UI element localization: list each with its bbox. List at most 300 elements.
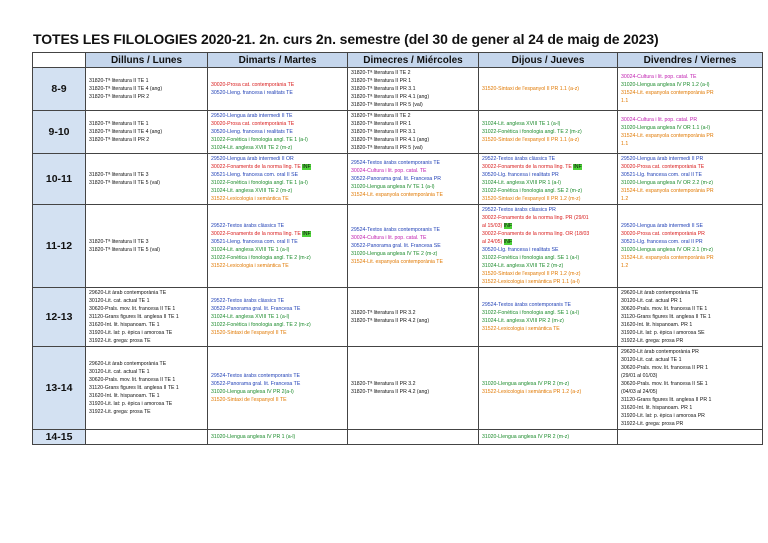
course-text: 31022-Fonètica i fonologia angl. TE 2 (m-z) xyxy=(211,255,311,261)
course-entry xyxy=(621,140,759,148)
course-text: 30520-Llg. francesa i realitats PR xyxy=(482,172,559,178)
table-row xyxy=(33,205,763,288)
course-entry xyxy=(621,289,759,297)
course-entry xyxy=(211,388,344,396)
highlight-badge: INF xyxy=(503,239,513,245)
course-entry xyxy=(482,230,614,238)
course-entry xyxy=(351,77,475,85)
schedule-cell-monday xyxy=(86,68,208,111)
course-text: 31922-Lit. grega: prosa PR xyxy=(621,338,684,344)
day-header-tuesday: Dimarts / Martes xyxy=(208,53,348,68)
course-entry xyxy=(351,136,475,144)
course-text: 31922-Lit. grega: prosa PR xyxy=(621,421,684,427)
schedule-cell-tuesday xyxy=(208,205,348,288)
course-entry xyxy=(351,380,475,388)
course-entry xyxy=(89,179,204,187)
hour-label: 12-13 xyxy=(33,288,86,347)
schedule-cell-wednesday xyxy=(348,288,479,347)
course-entry xyxy=(89,408,204,416)
course-entry xyxy=(621,356,759,364)
course-text: 31820-Tª literatura II TE 2 xyxy=(351,113,411,119)
course-entry xyxy=(351,226,475,234)
course-text: 31820-Tª literatura II TE 5 (val) xyxy=(89,180,161,186)
course-text: 29620-Lit àrab contemporània TE xyxy=(621,290,699,296)
course-text: 31820-Tª literatura II TE 2 xyxy=(351,70,411,76)
course-entry xyxy=(482,155,614,163)
course-entry xyxy=(621,380,759,388)
course-text: 31020-Llengua anglesa IV OR 2.2 (m-z) xyxy=(621,180,713,186)
schedule-cell-monday xyxy=(86,288,208,347)
course-text: 31524-Lit. espanyola contemporània PR xyxy=(621,255,714,261)
course-entry xyxy=(211,230,344,238)
course-entry xyxy=(351,85,475,93)
course-text: 31524-Lit. espanyola contemporània TE xyxy=(351,259,443,265)
schedule-cell-monday xyxy=(86,111,208,154)
course-entry xyxy=(89,136,204,144)
course-entry xyxy=(89,392,204,400)
course-entry xyxy=(621,124,759,132)
course-text: 31922-Lit. grega: prosa TE xyxy=(89,409,151,415)
course-text: 31520-Sintaxi de l'espanyol II PR 1.2 (m-z) xyxy=(482,271,581,277)
course-entry xyxy=(211,305,344,313)
course-text: 29522-Textos àrabs clàssics TE xyxy=(211,298,285,304)
course-text: 31820-Tª literatura II PR 5 (val) xyxy=(351,102,423,108)
table-row xyxy=(33,154,763,205)
schedule-cell-thursday xyxy=(479,154,618,205)
day-header-friday: Divendres / Viernes xyxy=(618,53,763,68)
course-text: 31020-Llengua anglesa IV PR 2 (m-z) xyxy=(482,434,570,440)
course-text: 30522-Panorama gral. lit. Francesa TE xyxy=(211,381,301,387)
course-entry xyxy=(482,309,614,317)
course-entry xyxy=(621,329,759,337)
schedule-cell-tuesday xyxy=(208,288,348,347)
schedule-cell-tuesday xyxy=(208,347,348,430)
course-text: 1.2 xyxy=(621,263,629,269)
course-entry xyxy=(351,183,475,191)
course-entry xyxy=(482,380,614,388)
course-text: 29522-Textos àrabs clàssics PR xyxy=(482,207,556,213)
hour-label: 9-10 xyxy=(33,111,86,154)
course-text: 31820-Tª literatura II TE 1 xyxy=(89,121,149,127)
course-text: 31520-Sintaxi de l'espanyol II TE xyxy=(211,397,287,403)
day-header-thursday: Dijous / Jueves xyxy=(479,53,618,68)
course-entry xyxy=(211,321,344,329)
course-text: 1.1 xyxy=(621,98,629,104)
course-entry xyxy=(482,179,614,187)
course-text: 31024-Lit. anglesa XVIII TE 1 (a-l) xyxy=(482,121,561,127)
course-text: 1.1 xyxy=(621,141,629,147)
course-entry xyxy=(621,364,759,372)
course-entry xyxy=(351,112,475,120)
course-text: 30620-Prals. mov. lit. francesa II TE 1 xyxy=(89,306,176,312)
course-text: 30521-Lleng. francesa com. oral II SE xyxy=(211,172,299,178)
course-entry xyxy=(482,270,614,278)
course-text: 31522-Lexicologia i semàntica TE xyxy=(211,263,289,269)
highlight-badge: INF xyxy=(302,164,311,170)
course-entry xyxy=(89,85,204,93)
highlight-badge: INF xyxy=(503,223,513,229)
course-text: (04/03 al 24/05) xyxy=(621,389,658,395)
day-header-monday: Dilluns / Lunes xyxy=(86,53,208,68)
course-text: 29520-Llengua àrab intermedi II PR xyxy=(621,156,704,162)
schedule-cell-wednesday xyxy=(348,347,479,430)
course-entry xyxy=(621,348,759,356)
course-text: 31522-Lexicologia i semàntica PR 1.1 (a-l) xyxy=(482,279,580,285)
course-entry xyxy=(351,242,475,250)
course-text: 30020-Prosa cat. contemporània TE xyxy=(211,121,295,127)
course-entry xyxy=(89,329,204,337)
course-entry xyxy=(621,305,759,313)
course-text: 30521-Lleng. francesa com. oral II TE xyxy=(211,239,298,245)
course-entry xyxy=(211,155,344,163)
course-text: 31020-Llengua anglesa IV TE 2 (m-z) xyxy=(351,251,438,257)
course-text: 31820-Tª literatura II PR 1 xyxy=(351,78,412,84)
schedule-cell-thursday xyxy=(479,205,618,288)
schedule-cell-friday xyxy=(618,111,763,154)
course-text: 1.2 xyxy=(621,196,629,202)
course-text: 31020-Llengua anglesa IV TE 1 (a-l) xyxy=(351,184,435,190)
course-entry xyxy=(211,238,344,246)
course-entry xyxy=(351,69,475,77)
course-text: 30020-Prosa cat. contemporània TE xyxy=(211,82,295,88)
course-entry xyxy=(621,388,759,396)
course-text: 31520-Sintaxi de l'espanyol II PR 1.2 (m-z) xyxy=(482,196,581,202)
course-entry xyxy=(211,254,344,262)
schedule-cell-wednesday xyxy=(348,68,479,111)
schedule-cell-thursday xyxy=(479,111,618,154)
schedule-cell-thursday xyxy=(479,288,618,347)
course-text: 30022-Fonaments de la norma ling. TE xyxy=(482,164,572,170)
course-text: 31022-Fonètica i fonologia angl. TE 1 (a-l) xyxy=(211,137,308,143)
course-text: 31120-Grans figures lit. anglesa II TE 1 xyxy=(89,314,179,320)
course-text: 30620-Prals. mov. lit. francesa II PR 1 xyxy=(621,365,708,371)
course-text: 31820-Tª literatura II PR 4.1 (ang) xyxy=(351,137,430,143)
course-text: 31520-Sintaxi de l'espanyol II PR 1.1 (a-z) xyxy=(482,137,580,143)
course-entry xyxy=(89,77,204,85)
course-entry xyxy=(211,372,344,380)
schedule-cell-monday xyxy=(86,347,208,430)
course-text: 30120-Lit. cat. actual PR 1 xyxy=(621,298,683,304)
course-entry xyxy=(211,396,344,404)
course-entry xyxy=(351,191,475,199)
course-text: 31922-Lit. grega: prosa TE xyxy=(89,338,151,344)
course-text: 30022-Fonaments de la norma ling. TE xyxy=(211,164,301,170)
highlight-badge: INF xyxy=(573,164,582,170)
course-entry xyxy=(621,155,759,163)
course-entry xyxy=(89,93,204,101)
course-entry xyxy=(482,301,614,309)
course-entry xyxy=(621,89,759,97)
course-text: 30024-Cultura i lit. pop. catal. TE xyxy=(351,235,427,241)
course-entry xyxy=(89,400,204,408)
course-entry xyxy=(621,179,759,187)
course-text: 31024-Lit. anglesa XVIII TE 2 (m-z) xyxy=(211,145,293,151)
course-entry xyxy=(351,159,475,167)
course-text: 31820-Tª literatura II PR 3.1 xyxy=(351,86,416,92)
course-text: 29524-Textos àrabs contemporanis TE xyxy=(211,373,301,379)
course-entry xyxy=(211,187,344,195)
schedule-cell-friday xyxy=(618,347,763,430)
schedule-cell-friday xyxy=(618,154,763,205)
schedule-table xyxy=(32,52,763,445)
course-entry xyxy=(211,112,344,120)
course-text: 31820-Tª literatura II PR 2 xyxy=(89,94,150,100)
course-text: 31022-Fonètica i fonologia angl. SE 2 (m-z) xyxy=(482,188,583,194)
course-entry xyxy=(482,254,614,262)
course-text: 30120-Lit. cat. actual TE 1 xyxy=(89,369,150,375)
course-entry xyxy=(351,388,475,396)
course-text: 31024-Lit. anglesa XVIII TE 1 (a-l) xyxy=(211,247,290,253)
course-entry xyxy=(351,120,475,128)
course-entry xyxy=(621,187,759,195)
course-entry xyxy=(211,128,344,136)
schedule-cell-friday xyxy=(618,68,763,111)
course-entry xyxy=(211,222,344,230)
course-text: 31820-Tª literatura II PR 4.2 (ang) xyxy=(351,318,430,324)
course-text: 29524-Textos àrabs contemporanis TE xyxy=(351,160,441,166)
course-entry xyxy=(89,171,204,179)
course-text: 29520-Llengua àrab intermedi II OR xyxy=(211,156,294,162)
course-text: 30522-Panorama gral. lit. Francesa PR xyxy=(351,176,441,182)
course-entry xyxy=(482,206,614,214)
course-text: 31022-Fonètica i fonologia angl. SE 1 (a-l) xyxy=(482,255,580,261)
course-text: 31022-Fonètica i fonologia angl. TE 1 (a-l) xyxy=(211,180,308,186)
course-text: 29524-Textos àrabs contemporanis TE xyxy=(482,302,572,308)
course-entry xyxy=(211,433,344,441)
course-text: 30022-Fonaments de la norma ling. PR (29/01 xyxy=(482,215,589,221)
course-text: 31820-Tª literatura II PR 4.2 (ang) xyxy=(351,389,430,395)
course-entry xyxy=(211,144,344,152)
course-entry xyxy=(89,360,204,368)
course-text: 31620-Int. lit. hispanoam. TE 1 xyxy=(89,322,160,328)
day-header-wednesday: Dimecres / Miércoles xyxy=(348,53,479,68)
course-entry xyxy=(621,254,759,262)
course-entry xyxy=(211,179,344,187)
course-entry xyxy=(621,412,759,420)
course-text: 31522-Lexicologia i semàntica TE xyxy=(482,326,560,332)
course-entry xyxy=(621,321,759,329)
schedule-cell-friday xyxy=(618,205,763,288)
course-entry xyxy=(621,238,759,246)
course-entry xyxy=(89,321,204,329)
hour-label: 10-11 xyxy=(33,154,86,205)
course-text: 30620-Prals. mov. lit. francesa II SE 1 xyxy=(621,381,708,387)
course-text: 31020-Llengua anglesa IV PR 2(a-l) xyxy=(211,389,294,395)
course-text: 31120-Grans figures lit. anglesa II TE 1 xyxy=(89,385,179,391)
course-entry xyxy=(621,337,759,345)
schedule-cell-thursday xyxy=(479,430,618,445)
course-text: 31620-Int. lit. hispanoam. PR 1 xyxy=(621,405,693,411)
course-text: 31520-Sintaxi de l'espanyol II PR 1.1 (a-z) xyxy=(482,86,580,92)
schedule-cell-friday xyxy=(618,288,763,347)
course-text: 30620-Prals. mov. lit. francesa II TE 1 xyxy=(89,377,176,383)
course-entry xyxy=(621,195,759,203)
course-text: 31024-Lit. anglesa XVIII TE 1 (a-l) xyxy=(211,314,290,320)
course-entry xyxy=(89,246,204,254)
course-entry xyxy=(482,388,614,396)
course-entry xyxy=(211,262,344,270)
course-entry xyxy=(351,258,475,266)
course-entry xyxy=(621,81,759,89)
course-text: 30520-Lleng. francesa i realitats TE xyxy=(211,129,293,135)
course-text: 31620-Int. lit. hispanoam. PR 1 xyxy=(621,322,693,328)
corner-cell xyxy=(33,53,86,68)
course-text: 30024-Cultura i lit. pop. catal. TE xyxy=(621,74,697,80)
course-text: 30020-Prosa cat. contemporània PR xyxy=(621,231,705,237)
course-text: 31024-Lit. anglesa XVIII TE 2 (m-z) xyxy=(482,263,564,269)
course-entry xyxy=(89,238,204,246)
course-entry xyxy=(621,396,759,404)
course-entry xyxy=(621,230,759,238)
course-text: 30020-Prosa cat. contemporània TE xyxy=(621,164,705,170)
course-entry xyxy=(211,329,344,337)
course-entry xyxy=(211,89,344,97)
course-entry xyxy=(211,120,344,128)
course-text: 30620-Prals. mov. lit. francesa II TE 1 xyxy=(621,306,708,312)
page-title: TOTES LES FILOLOGIES 2020-21. 2n. curs 2n. semestre (del 30 de gener al 24 de maig de 2023) xyxy=(33,31,659,47)
course-entry xyxy=(89,289,204,297)
course-entry xyxy=(621,171,759,179)
course-text: 29620-Lit àrab contemporània TE xyxy=(89,361,167,367)
course-entry xyxy=(621,132,759,140)
course-entry xyxy=(621,372,759,380)
course-entry xyxy=(211,297,344,305)
course-text: 31820-Tª literatura II PR 3.2 xyxy=(351,381,416,387)
course-entry xyxy=(351,93,475,101)
course-text: 31524-Lit. espanyola contemporània PR xyxy=(621,188,714,194)
table-row xyxy=(33,111,763,154)
course-entry xyxy=(482,433,614,441)
course-entry xyxy=(482,187,614,195)
course-entry xyxy=(89,384,204,392)
course-entry xyxy=(351,144,475,152)
course-text: 31620-Int. lit. hispanoam. TE 1 xyxy=(89,393,160,399)
course-text: 31020-Llengua anglesa IV PR 2 (m-z) xyxy=(482,381,570,387)
course-text: 30520-Lleng. francesa i realitats TE xyxy=(211,90,293,96)
course-text: 31820-Tª literatura II PR 3.2 xyxy=(351,310,416,316)
course-entry xyxy=(482,195,614,203)
course-text: al 24/05) xyxy=(482,239,503,245)
highlight-badge: INF xyxy=(302,231,311,237)
table-row xyxy=(33,347,763,430)
course-text: 31820-Tª literatura II TE 1 xyxy=(89,78,149,84)
course-entry xyxy=(211,163,344,171)
course-text: 29524-Textos àrabs contemporanis TE xyxy=(351,227,441,233)
course-text: 30022-Fonaments de la norma ling. OR (18/03 xyxy=(482,231,590,237)
course-entry xyxy=(211,195,344,203)
schedule-cell-friday xyxy=(618,430,763,445)
course-text: 31022-Fonètica i fonologia angl. TE 2 (m-z) xyxy=(482,129,582,135)
schedule-cell-thursday xyxy=(479,347,618,430)
course-entry xyxy=(621,222,759,230)
course-text: 31020-Llengua anglesa IV OR 1.1 (a-l) xyxy=(621,125,711,131)
course-entry xyxy=(351,317,475,325)
course-entry xyxy=(351,309,475,317)
course-text: 31820-Tª literatura II TE 5 (val) xyxy=(89,247,161,253)
course-entry xyxy=(89,376,204,384)
course-entry xyxy=(621,97,759,105)
table-row xyxy=(33,430,763,445)
hour-label: 8-9 xyxy=(33,68,86,111)
course-text: al 15/03) xyxy=(482,223,503,229)
course-text: 31524-Lit. espanyola contemporània PR xyxy=(621,90,714,96)
course-text: 30120-Lit. cat. actual TE 1 xyxy=(621,357,682,363)
course-text: 31820-Tª literatura II PR 5 (val) xyxy=(351,145,423,151)
schedule-cell-monday xyxy=(86,154,208,205)
hour-label: 11-12 xyxy=(33,205,86,288)
schedule-cell-wednesday xyxy=(348,154,479,205)
course-entry xyxy=(482,222,614,230)
course-entry xyxy=(482,85,614,93)
schedule-cell-wednesday xyxy=(348,111,479,154)
course-text: 31820-Tª literatura II TE 3 xyxy=(89,239,149,245)
hour-label: 14-15 xyxy=(33,430,86,445)
course-text: 31920-Lit. lat: p. èpica i amorosa TE xyxy=(89,330,173,336)
course-text: 31820-Tª literatura II PR 1 xyxy=(351,121,412,127)
course-entry xyxy=(621,313,759,321)
hour-label: 13-14 xyxy=(33,347,86,430)
course-text: 31524-Lit. espanyola contemporània PR xyxy=(621,133,714,139)
course-text: 31022-Fonètica i fonologia angl. TE 2 (m-z) xyxy=(211,322,311,328)
course-entry xyxy=(621,73,759,81)
course-entry xyxy=(482,128,614,136)
course-entry xyxy=(351,101,475,109)
course-text: 29522-Textos àrabs clàssics TE xyxy=(211,223,285,229)
course-entry xyxy=(351,128,475,136)
schedule-cell-tuesday xyxy=(208,154,348,205)
course-entry xyxy=(351,175,475,183)
course-text: 31820-Tª literatura II TE 4 (ang) xyxy=(89,129,163,135)
course-entry xyxy=(351,167,475,175)
course-text: 31020-Llengua anglesa IV PR 1.2 (a-l) xyxy=(621,82,710,88)
course-entry xyxy=(89,368,204,376)
schedule-body xyxy=(33,68,763,445)
course-entry xyxy=(89,128,204,136)
course-text: 31522-Lexicologia i semàntica TE xyxy=(211,196,289,202)
course-text: 30522-Panorama gral. lit. Francesa SE xyxy=(351,243,441,249)
course-text: 31024-Lit. anglesa XVIII PR 1 (a-l) xyxy=(482,180,562,186)
course-entry xyxy=(621,246,759,254)
course-text: 30522-Panorama gral. lit. Francesa TE xyxy=(211,306,301,312)
course-entry xyxy=(211,171,344,179)
course-text: 30520-Llg. francesa i realitats SE xyxy=(482,247,559,253)
schedule-cell-monday xyxy=(86,205,208,288)
course-entry xyxy=(89,120,204,128)
course-text: 31820-Tª literatura II PR 2 xyxy=(89,137,150,143)
course-text: 30521-Llg. francesa com. oral II PR xyxy=(621,239,703,245)
course-entry xyxy=(89,297,204,305)
course-text: 29620-Lit àrab contemporània PR xyxy=(621,349,699,355)
course-text: 31820-Tª literatura II TE 3 xyxy=(89,172,149,178)
schedule-cell-thursday xyxy=(479,68,618,111)
course-text: 29520-Llengua àrab intermedi II SE xyxy=(621,223,703,229)
course-text: 31920-Lit. lat: p. èpica i amorosa SE xyxy=(621,330,705,336)
course-text: 31520-Sintaxi de l'espanyol II TE xyxy=(211,330,287,336)
course-entry xyxy=(482,246,614,254)
course-entry xyxy=(211,136,344,144)
schedule-cell-tuesday xyxy=(208,68,348,111)
course-text: 31020-Llengua anglesa IV OR 2.1 (m-z) xyxy=(621,247,713,253)
course-text: 31524-Lit. espanyola contemporània TE xyxy=(351,192,443,198)
course-entry xyxy=(211,313,344,321)
course-text: 31022-Fonètica i fonologia angl. SE 1 (a-l) xyxy=(482,310,580,316)
course-entry xyxy=(482,317,614,325)
course-entry xyxy=(482,238,614,246)
course-text: 31024-Lit. anglesa XVIII PR 2 (m-z) xyxy=(482,318,564,324)
schedule-cell-monday xyxy=(86,430,208,445)
course-entry xyxy=(211,81,344,89)
schedule-cell-tuesday xyxy=(208,111,348,154)
